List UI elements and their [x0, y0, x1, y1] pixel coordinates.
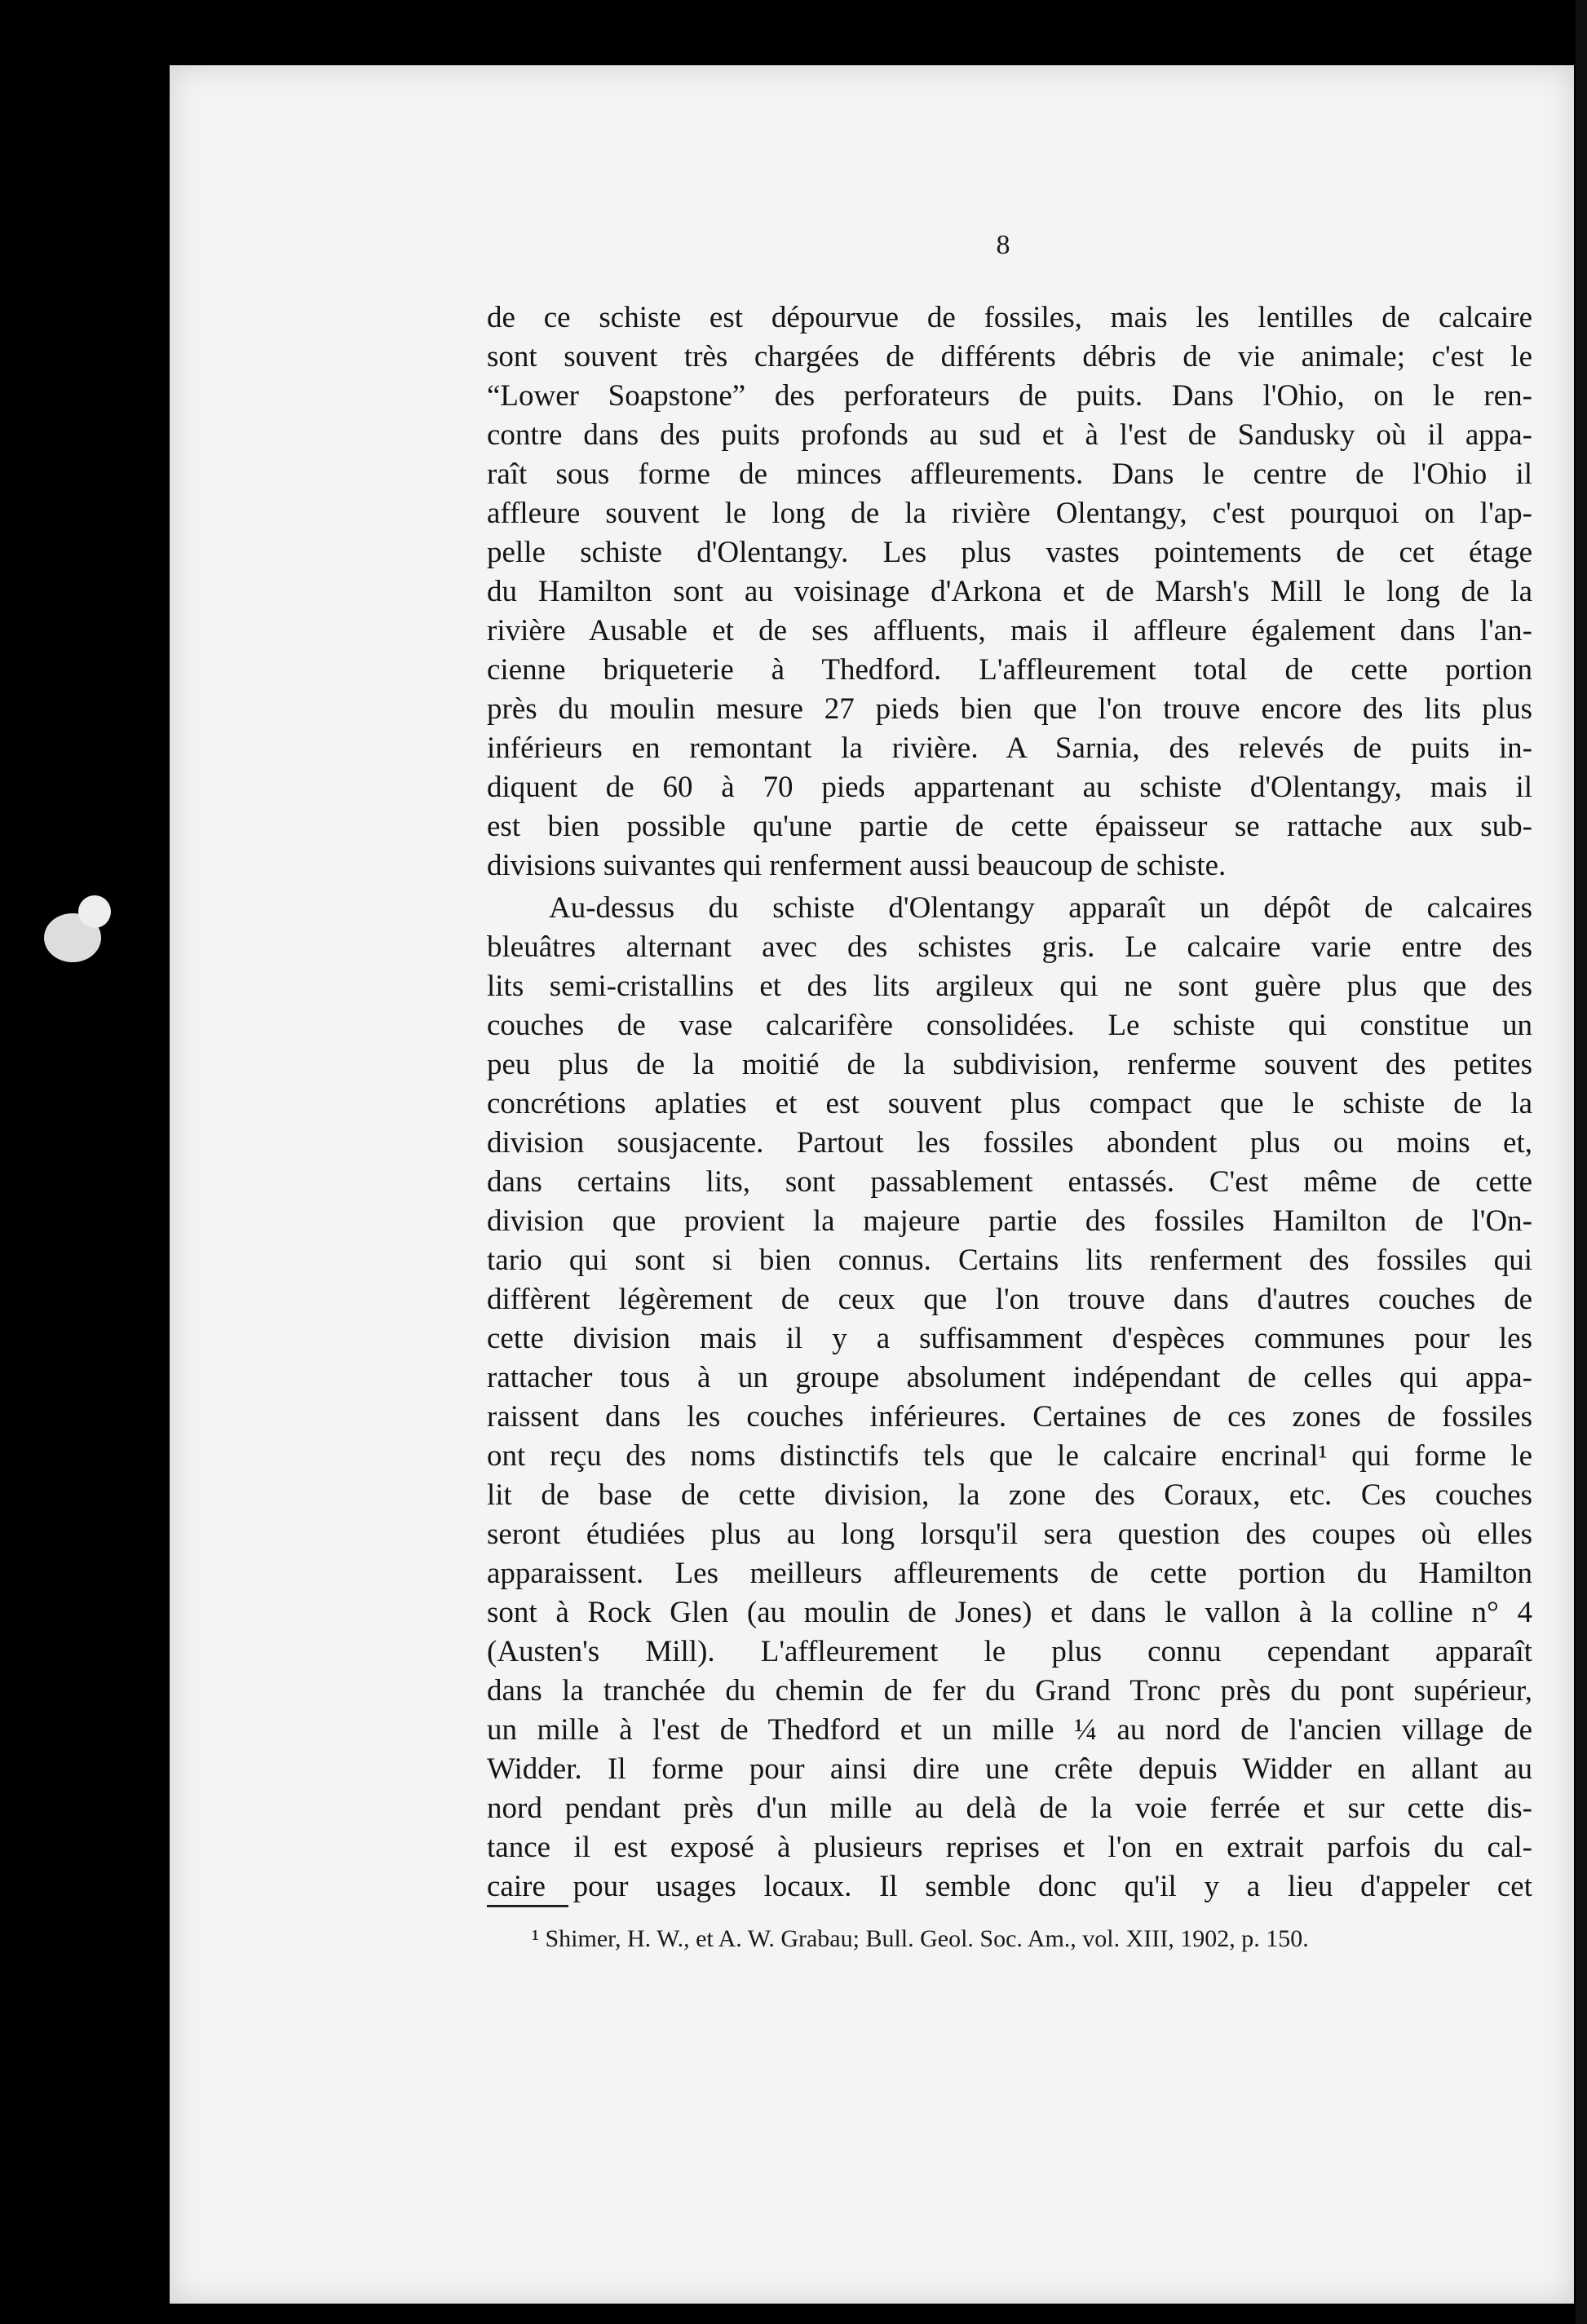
text-line: près du moulin mesure 27 pieds bien que l'on trouve encore des lits plus — [487, 692, 1532, 726]
text-line: cienne briqueterie à Thedford. L'affleurement total de cette portion — [487, 653, 1532, 687]
text-line: cette division mais il y a suffisamment d'espèces communes pour les — [487, 1322, 1532, 1355]
text-line: tario qui sont si bien connus. Certains lits renferment des fossiles qui — [487, 1244, 1532, 1277]
text-line: peu plus de la moitié de la subdivision, renferme souvent des petites — [487, 1048, 1532, 1081]
text-line: inférieurs en remontant la rivière. A Sarnia, des relevés de puits in- — [487, 731, 1532, 765]
text-line: raît sous forme de minces affleurements. Dans le centre de l'Ohio il — [487, 457, 1532, 491]
scan-speck — [78, 895, 111, 928]
text-line: Widder. Il forme pour ainsi dire une crête depuis Widder en allant au — [487, 1752, 1532, 1786]
footnote-separator — [487, 1905, 568, 1907]
text-line: lit de base de cette division, la zone des Coraux, etc. Ces couches — [487, 1478, 1532, 1512]
text-line: division que provient la majeure partie des fossiles Hamilton de l'On- — [487, 1204, 1532, 1238]
text-line: (Austen's Mill). L'affleurement le plus connu cependant apparaît — [487, 1635, 1532, 1668]
text-line: concrétions aplaties et est souvent plus compact que le schiste de la — [487, 1087, 1532, 1120]
text-line: du Hamilton sont au voisinage d'Arkona et de Marsh's Mill le long de la — [487, 575, 1532, 608]
text-line: dans certains lits, sont passablement entassés. C'est même de cette — [487, 1165, 1532, 1199]
text-line: sont souvent très chargées de différents débris de vie animale; c'est le — [487, 340, 1532, 373]
text-line: lits semi-cristallins et des lits argileux qui ne sont guère plus que des — [487, 970, 1532, 1003]
text-line: de ce schiste est dépourvue de fossiles, mais les lentilles de calcaire — [487, 301, 1532, 334]
text-line: sont à Rock Glen (au moulin de Jones) et dans le vallon à la colline n° 4 — [487, 1596, 1532, 1629]
text-line: couches de vase calcarifère consolidées. Le schiste qui constitue un — [487, 1009, 1532, 1042]
text-line: est bien possible qu'une partie de cette épaisseur se rattache aux sub- — [487, 810, 1532, 843]
text-line: ont reçu des noms distinctifs tels que le calcaire encrinal¹ qui forme le — [487, 1439, 1532, 1473]
text-line: pelle schiste d'Olentangy. Les plus vastes pointements de cet étage — [487, 536, 1532, 569]
text-line: tance il est exposé à plusieurs reprises et l'on en extrait parfois du cal- — [487, 1831, 1532, 1864]
text-line: division sousjacente. Partout les fossiles abondent plus ou moins et, — [487, 1126, 1532, 1160]
text-line: divisions suivantes qui renferment aussi beaucoup de schiste. — [487, 849, 1227, 882]
text-line: Au-dessus du schiste d'Olentangy apparaît un dépôt de calcaires — [549, 891, 1532, 925]
text-line: diquent de 60 à 70 pieds appartenant au schiste d'Olentangy, mais il — [487, 771, 1532, 804]
text-line: caire pour usages locaux. Il semble donc qu'il y a lieu d'appeler cet — [487, 1870, 1532, 1903]
text-line: rivière Ausable et de ses affluents, mais il affleure également dans l'an- — [487, 614, 1532, 647]
text-line: “Lower Soapstone” des perforateurs de puits. Dans l'Ohio, on le ren- — [487, 379, 1532, 413]
text-line: contre dans des puits profonds au sud et à l'est de Sandusky où il appa- — [487, 418, 1532, 452]
text-line: apparaissent. Les meilleurs affleurements de cette portion du Hamilton — [487, 1557, 1532, 1590]
text-line: affleure souvent le long de la rivière Olentangy, c'est pourquoi on l'ap- — [487, 497, 1532, 530]
scan-border-right — [1576, 0, 1587, 2324]
body-text — [487, 298, 1532, 1906]
text-line: seront étudiées plus au long lorsqu'il sera question des coupes où elles — [487, 1518, 1532, 1551]
text-line: nord pendant près d'un mille au delà de la voie ferrée et sur cette dis- — [487, 1792, 1532, 1825]
text-line: raissent dans les couches inférieures. Certaines de ces zones de fossiles — [487, 1400, 1532, 1434]
page-number: 8 — [996, 230, 1010, 260]
footnote: ¹ Shimer, H. W., et A. W. Grabau; Bull. Geol. Soc. Am., vol. XIII, 1902, p. 150. — [532, 1925, 1309, 1952]
text-line: bleuâtres alternant avec des schistes gris. Le calcaire varie entre des — [487, 930, 1532, 964]
text-line: un mille à l'est de Thedford et un mille ¼ au nord de l'ancien village de — [487, 1713, 1532, 1747]
text-line: diffèrent légèrement de ceux que l'on trouve dans d'autres couches de — [487, 1283, 1532, 1316]
text-line: rattacher tous à un groupe absolument indépendant de celles qui appa- — [487, 1361, 1532, 1394]
text-line: dans la tranchée du chemin de fer du Grand Tronc près du pont supérieur, — [487, 1674, 1532, 1708]
